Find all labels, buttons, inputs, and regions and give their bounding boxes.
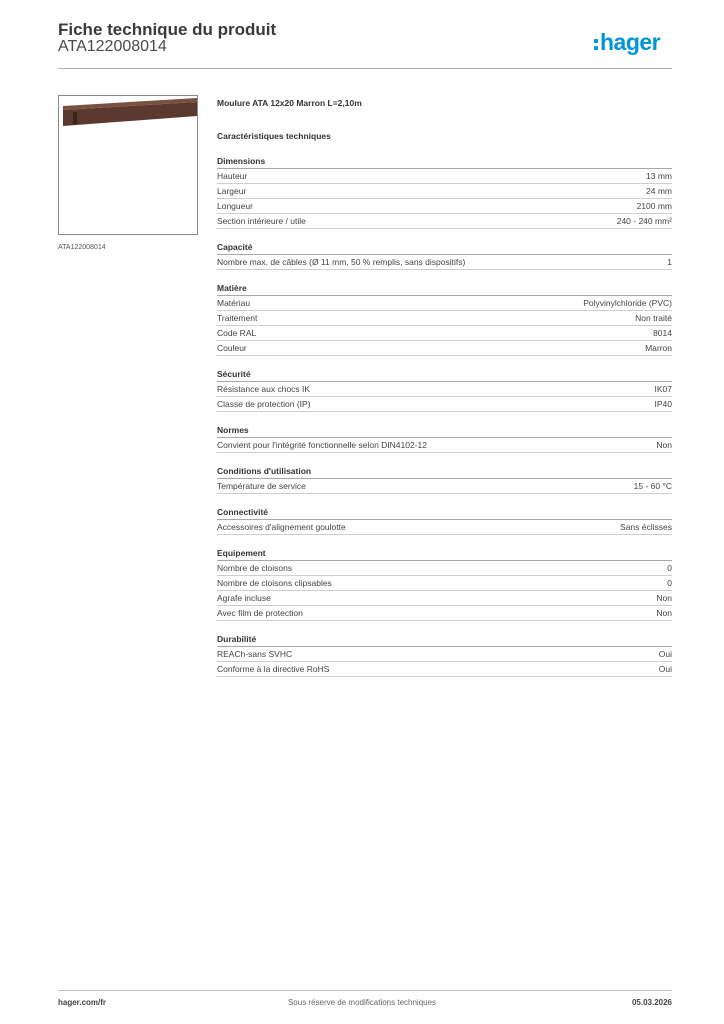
- spec-label: Nombre de cloisons: [217, 563, 293, 573]
- spec-value: Non: [656, 593, 672, 603]
- trunking-end-icon: [73, 112, 77, 124]
- section-title: Conditions d'utilisation: [217, 465, 672, 479]
- section-title: Connectivité: [217, 506, 672, 520]
- spec-label: Température de service: [217, 481, 306, 491]
- spec-label: Longueur: [217, 201, 253, 211]
- spec-section: [217, 155, 672, 229]
- spec-row: [217, 479, 672, 494]
- section-title: Durabilité: [217, 633, 672, 647]
- footer-date: 05.03.2026: [631, 998, 672, 1007]
- spec-value: 24 mm: [646, 186, 672, 196]
- spec-row: [217, 311, 672, 326]
- spec-row: [217, 255, 672, 270]
- spec-label: REACh-sans SVHC: [217, 649, 293, 659]
- spec-row: [217, 576, 672, 591]
- spec-value: 0: [667, 563, 672, 573]
- spec-label: Conforme à la directive RoHS: [217, 664, 330, 674]
- spec-label: Couleur: [217, 343, 247, 353]
- spec-value: 15 - 60 °C: [633, 481, 672, 491]
- spec-value: Sans éclisses: [620, 522, 672, 532]
- spec-label: Traitement: [217, 313, 258, 323]
- spec-row: [217, 184, 672, 199]
- spec-value: Marron: [645, 343, 672, 353]
- spec-row: [217, 606, 672, 621]
- spec-label: Nombre de cloisons clipsables: [217, 578, 332, 588]
- spec-value: IP40: [654, 399, 672, 409]
- product-name: Moulure ATA 12x20 Marron L=2,10m: [217, 98, 362, 108]
- spec-value: IK07: [654, 384, 672, 394]
- spec-row: [217, 326, 672, 341]
- spec-row: [217, 199, 672, 214]
- spec-value: Oui: [658, 664, 672, 674]
- spec-value: Polyvinylchloride (PVC): [583, 298, 672, 308]
- section-title: Dimensions: [217, 155, 672, 169]
- footer-divider: [58, 990, 672, 991]
- spec-label: Section intérieure / utile: [217, 216, 306, 226]
- spec-value: Non: [656, 608, 672, 618]
- spec-value: 0: [667, 578, 672, 588]
- spec-row: [217, 296, 672, 311]
- spec-row: [217, 647, 672, 662]
- spec-row: [217, 341, 672, 356]
- spec-row: [217, 397, 672, 412]
- trunking-illustration-icon: [59, 96, 198, 235]
- header-divider: [58, 68, 672, 69]
- page-title: Fiche technique du produit: [58, 20, 277, 39]
- spec-row: [217, 438, 672, 453]
- spec-section: [217, 241, 672, 270]
- section-title: Sécurité: [217, 368, 672, 382]
- spec-value: Non: [656, 440, 672, 450]
- spec-value: 8014: [653, 328, 672, 338]
- logo-dots-icon: [594, 35, 599, 53]
- spec-label: Matériau: [217, 298, 251, 308]
- spec-value: Oui: [658, 649, 672, 659]
- image-caption: ATA122008014: [58, 244, 106, 251]
- spec-section: [217, 465, 672, 494]
- product-image: [58, 95, 198, 235]
- spec-label: Code RAL: [217, 328, 257, 338]
- spec-label: Largeur: [217, 186, 247, 196]
- spec-value: 240 - 240 mm²: [616, 216, 672, 226]
- spec-section: [217, 506, 672, 535]
- spec-value: 2100 mm: [636, 201, 672, 211]
- section-title: Equipement: [217, 547, 672, 561]
- hager-logo: hager: [594, 28, 660, 56]
- spec-label: Résistance aux chocs IK: [217, 384, 311, 394]
- spec-row: [217, 520, 672, 535]
- section-title: Matière: [217, 282, 672, 296]
- spec-label: Avec film de protection: [217, 608, 303, 618]
- spec-label: Agrafe incluse: [217, 593, 271, 603]
- spec-value: Non traité: [635, 313, 672, 323]
- spec-section: [217, 547, 672, 621]
- spec-section: [217, 424, 672, 453]
- section-title: Normes: [217, 424, 672, 438]
- spec-section: [217, 368, 672, 412]
- spec-label: Classe de protection (IP): [217, 399, 311, 409]
- characteristics-heading: Caractéristiques techniques: [217, 131, 331, 141]
- spec-row: [217, 591, 672, 606]
- product-reference: ATA122008014: [58, 38, 167, 55]
- spec-row: [217, 382, 672, 397]
- spec-row: [217, 561, 672, 576]
- spec-row: [217, 169, 672, 184]
- spec-label: Hauteur: [217, 171, 248, 181]
- spec-value: 13 mm: [646, 171, 672, 181]
- spec-label: Accessoires d'alignement goulotte: [217, 522, 346, 532]
- spec-section: [217, 282, 672, 356]
- spec-label: Nombre max. de câbles (Ø 11 mm, 50 % remplis, sans dispositifs): [217, 257, 466, 267]
- footer-notice: Sous réserve de modifications techniques: [287, 998, 437, 1007]
- spec-row: [217, 214, 672, 229]
- spec-content: [217, 96, 672, 677]
- spec-label: Convient pour l'intégrité fonctionnelle selon DIN4102-12: [217, 440, 428, 450]
- footer-website-link[interactable]: hager.com/fr: [58, 998, 107, 1007]
- spec-sections: [217, 155, 672, 677]
- spec-section: [217, 633, 672, 677]
- section-title: Capacité: [217, 241, 672, 255]
- spec-row: [217, 662, 672, 677]
- spec-value: 1: [667, 257, 672, 267]
